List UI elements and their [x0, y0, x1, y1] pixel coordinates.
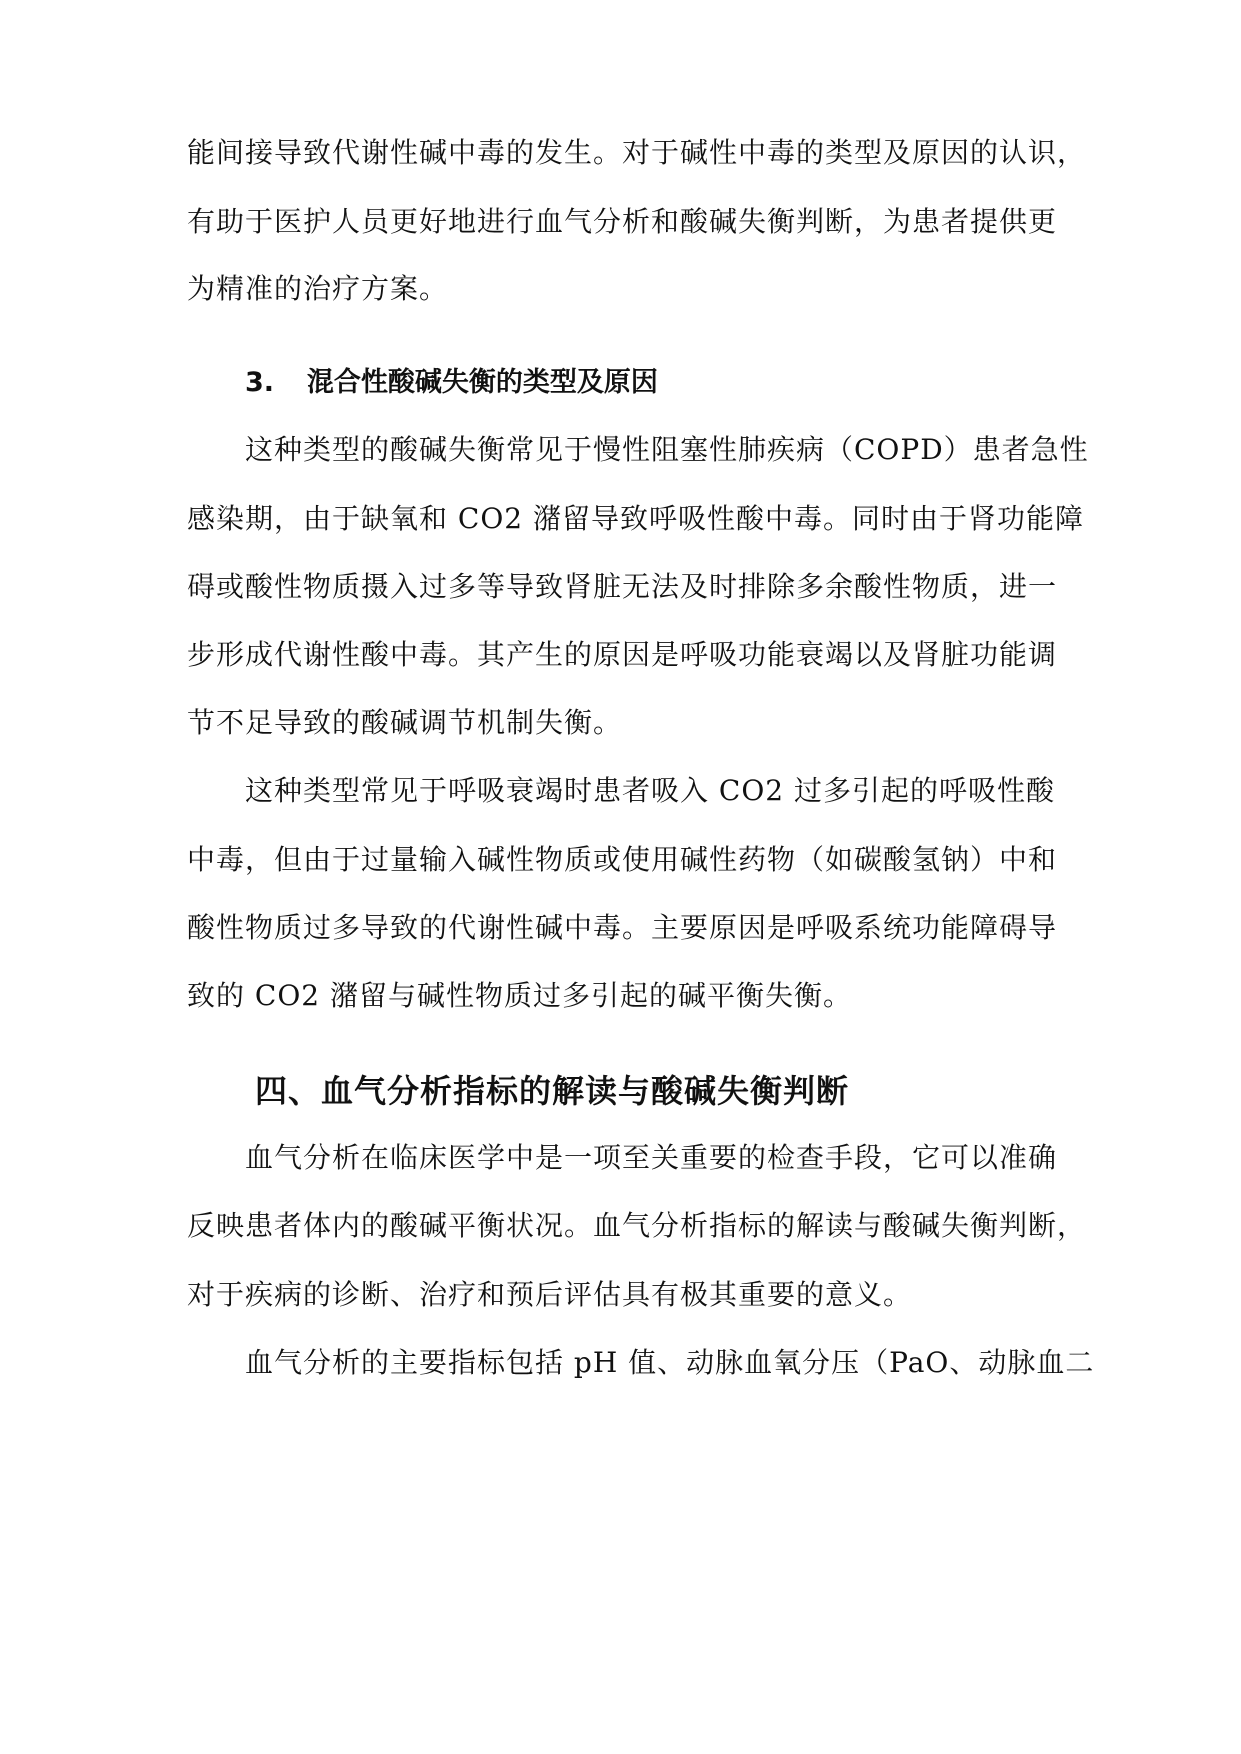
- resp-line-2: 中毒，但由于过量输入碱性物质或使用碱性药物（如碳酸氢钠）中和: [187, 843, 1058, 876]
- subsection-number: 3.: [245, 367, 275, 398]
- intro-line-3: 为精准的治疗方案。: [187, 272, 449, 305]
- copd-line-5: 节不足导致的酸碱调节机制失衡。: [187, 706, 623, 739]
- resp-line-3: 酸性物质过多导致的代谢性碱中毒。主要原因是呼吸系统功能障碍导: [187, 911, 1058, 944]
- copd-line-2: 感染期，由于缺氧和 CO2 潴留导致呼吸性酸中毒。同时由于肾功能障: [187, 502, 1084, 535]
- subsection-title: 混合性酸碱失衡的类型及原因: [306, 367, 658, 398]
- resp-line-4: 致的 CO2 潴留与碱性物质过多引起的碱平衡失衡。: [187, 979, 852, 1012]
- bga-line-1: 血气分析在临床医学中是一项至关重要的检查手段，它可以准确: [245, 1141, 1058, 1174]
- subsection-heading: [245, 363, 658, 403]
- intro-line-2: 有助于医护人员更好地进行血气分析和酸碱失衡判断，为患者提供更: [187, 205, 1058, 238]
- section-heading: 四、血气分析指标的解读与酸碱失衡判断: [255, 1072, 850, 1110]
- bga-line-2: 反映患者体内的酸碱平衡状况。血气分析指标的解读与酸碱失衡判断，: [187, 1209, 1087, 1242]
- intro-line-1: 能间接导致代谢性碱中毒的发生。对于碱性中毒的类型及原因的认识，: [187, 136, 1087, 169]
- copd-line-3: 碍或酸性物质摄入过多等导致肾脏无法及时排除多余酸性物质，进一: [187, 570, 1058, 603]
- copd-line-1: 这种类型的酸碱失衡常见于慢性阻塞性肺疾病（COPD）患者急性: [245, 433, 1089, 466]
- indicators-line-1: 血气分析的主要指标包括 pH 值、动脉血氧分压（PaO、动脉血二: [245, 1346, 1095, 1379]
- bga-line-3: 对于疾病的诊断、治疗和预后评估具有极其重要的意义。: [187, 1278, 913, 1311]
- resp-line-1: 这种类型常见于呼吸衰竭时患者吸入 CO2 过多引起的呼吸性酸: [245, 774, 1055, 807]
- copd-line-4: 步形成代谢性酸中毒。其产生的原因是呼吸功能衰竭以及肾脏功能调: [187, 638, 1058, 671]
